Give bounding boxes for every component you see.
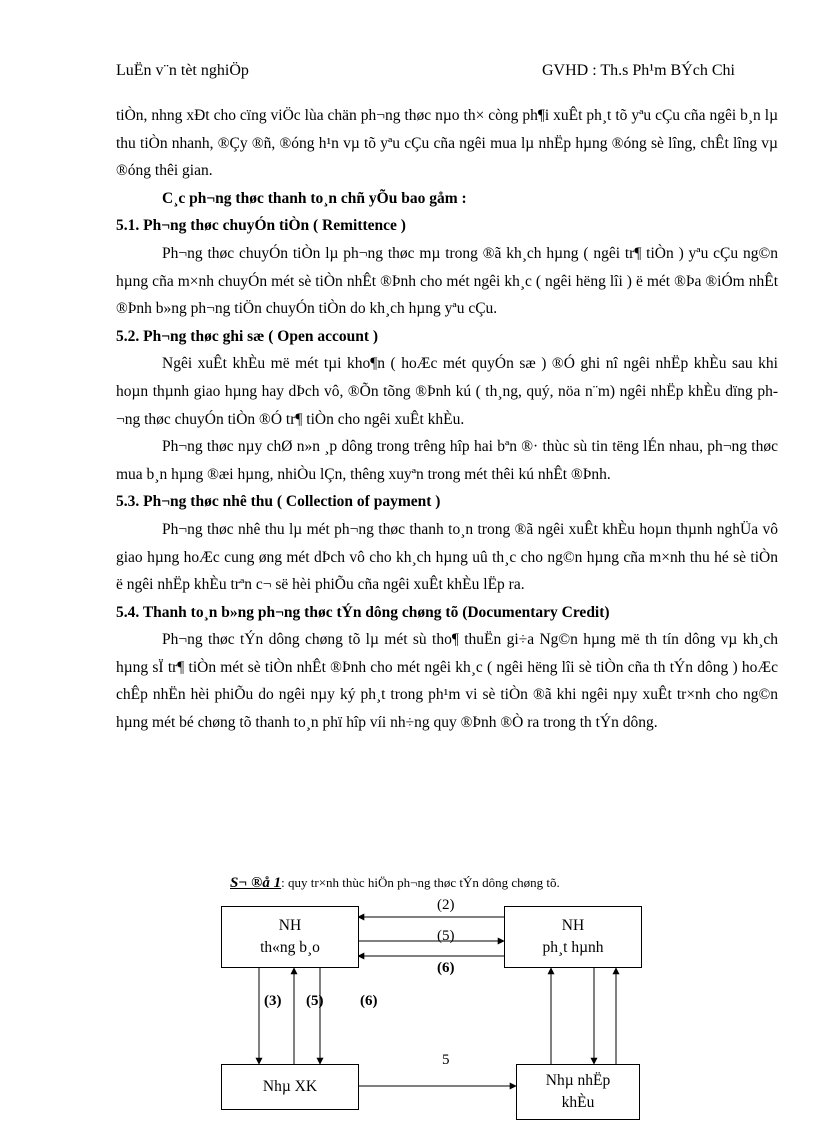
box-issuing-bank [504, 906, 642, 968]
section-5-1-title: 5.1. Ph¬ng thøc chuyÓn tiÒn ( Remittence ) [116, 217, 406, 235]
section-5-4-title: 5.4. Thanh to¸n b»ng ph¬ng thøc tÝn dông chøng tõ (Documentary Credit) [116, 603, 610, 621]
label-arrow-6-top: (6) [437, 960, 455, 976]
section-5-1-paragraph: Ph¬ng thøc chuyÓn tiÒn lµ ph¬ng thøc mµ trong ®ã kh¸ch hµng ( ngêi tr¶ tiÒn ) yªu cÇu ng©n hµng cña m×nh chuyÓn mét sè tiÒn nhÊt ®Þnh cho mét ngêi kh¸c ( ngêi hëng lîi ) ë mét ®Þa ®iÓm nhÊt ®Þnh b»ng ph¬ng tiÖn chuyÓn tiÒn do kh¸ch hµng yªu cÇu. [116, 244, 778, 318]
diagram-caption-label: S¬ ®å 1 [230, 875, 282, 891]
section-5-2-paragraph-1: Ngêi xuÊt khÈu më mét tµi kho¶n ( hoÆc mét quyÓn sæ ) ®Ó ghi nî ngêi nhËp khÈu sau khi hoµn thµnh giao hµng hay dÞch vô, ®Õn tõng ®Þnh kú ( th¸ng, quý, nöa n¨m) ngêi nhËp khÈu dïng ph¬ng thøc chuyÓn tiÒn ®Ó tr¶ tiÒn cho ngêi xuÊt khÈu. [116, 355, 778, 428]
box-exporter [221, 1064, 359, 1110]
section-5-2-paragraph-2: Ph¬ng thøc nµy chØ n»n ¸p dông trong trêng hîp hai bªn ®· thùc sù tin tëng lÉn nhau, ph¬ng thøc mua b¸n hµng ®æi hµng, nhiÒu lÇn, thêng xuyªn trong mét thêi kú nhÊt ®Þnh. [116, 438, 778, 483]
section-5-3-title: 5.3. Ph¬ng thøc nhê thu ( Collection of payment ) [116, 493, 441, 511]
label-arrow-6-left: (6) [360, 993, 378, 1009]
box-notifying-bank [221, 906, 359, 968]
section-5-4-paragraph: Ph¬ng thøc tÝn dông chøng tõ lµ mét sù tho¶ thuËn gi÷a Ng©n hµng më th tín dông vµ kh¸ch hµng sÏ tr¶ tiÒn mét sè tiÒn nhÊt ®Þnh cho mét ngêi kh¸c ( ngêi hëng lîi sè tiÒn cña th tÝn dông ) hoÆc chÊp nhËn hèi phiÕu do ngêi nµy ký ph¸t trong ph¹m vi sè tiÒn ®ã khi ngêi nµy xuÊt tr×nh cho ng©n hµng mét bé chøng tõ thanh to¸n phï hîp víi nh÷ng quy ®Þnh ®Ò ra trong th tÝn dông. [116, 631, 778, 732]
diagram-caption-text: : quy tr×nh thùc hiÖn ph¬ng thøc tÝn dông chøng tõ. [281, 875, 560, 890]
paragraph-intro: tiÒn, nhng xÐt cho cïng viÖc lùa chän ph¬ng thøc nµo th× còng ph¶i xuÊt ph¸t tõ yªu cÇu cña ngêi b¸n lµ thu tiÒn nhanh, ®Çy ®ñ, ®óng h¹n vµ tõ yªu cÇu cña ngêi mua lµ nhËp hµng ®óng sè lîng, chÊt lîng vµ ®óng thêi gian. [116, 107, 778, 180]
section-5-2-title: 5.2. Ph¬ng thøc ghi sæ ( Open account ) [116, 327, 379, 345]
box-importer-line2: khÈu [561, 1094, 595, 1111]
header-right: GVHD : Th.s Ph¹m BÝch Chi [542, 62, 735, 79]
label-arrow-5-top: (5) [437, 928, 455, 944]
label-arrow-5-left: (5) [306, 993, 324, 1009]
box-importer [516, 1064, 640, 1120]
box-exporter-label: Nhµ XK [262, 1078, 318, 1095]
box-issuing-bank-line1: NH [561, 917, 585, 934]
heading-methods: C¸c ph¬ng thøc thanh to¸n chñ yÕu bao gåm : [162, 189, 467, 207]
section-5-3-paragraph: Ph¬ng thøc nhê thu lµ mét ph¬ng thøc thanh to¸n trong ®ã ngêi xuÊt khÈu hoµn thµnh nghÜa vô giao hµng hoÆc cung øng mét dÞch vô cho kh¸ch hµng uû th¸c cho ng©n hµng cña m×nh thu hé sè tiÒn ë ngêi nhËp khÈu trªn c¬ së hèi phiÕu cña ngêi xuÊt khÈu lËp ra. [116, 520, 778, 594]
header-left: LuËn v¨n tèt nghiÖp [116, 62, 249, 79]
box-notifying-bank-line2: th«ng b¸o [260, 939, 320, 956]
label-arrow-2: (2) [437, 897, 455, 913]
box-issuing-bank-line2: ph¸t hµnh [542, 939, 604, 956]
label-arrow-3: (3) [264, 993, 282, 1009]
box-notifying-bank-line1: NH [278, 917, 302, 934]
label-arrow-bottom-5: 5 [442, 1052, 450, 1068]
box-importer-line1: Nhµ nhËp [545, 1072, 611, 1089]
